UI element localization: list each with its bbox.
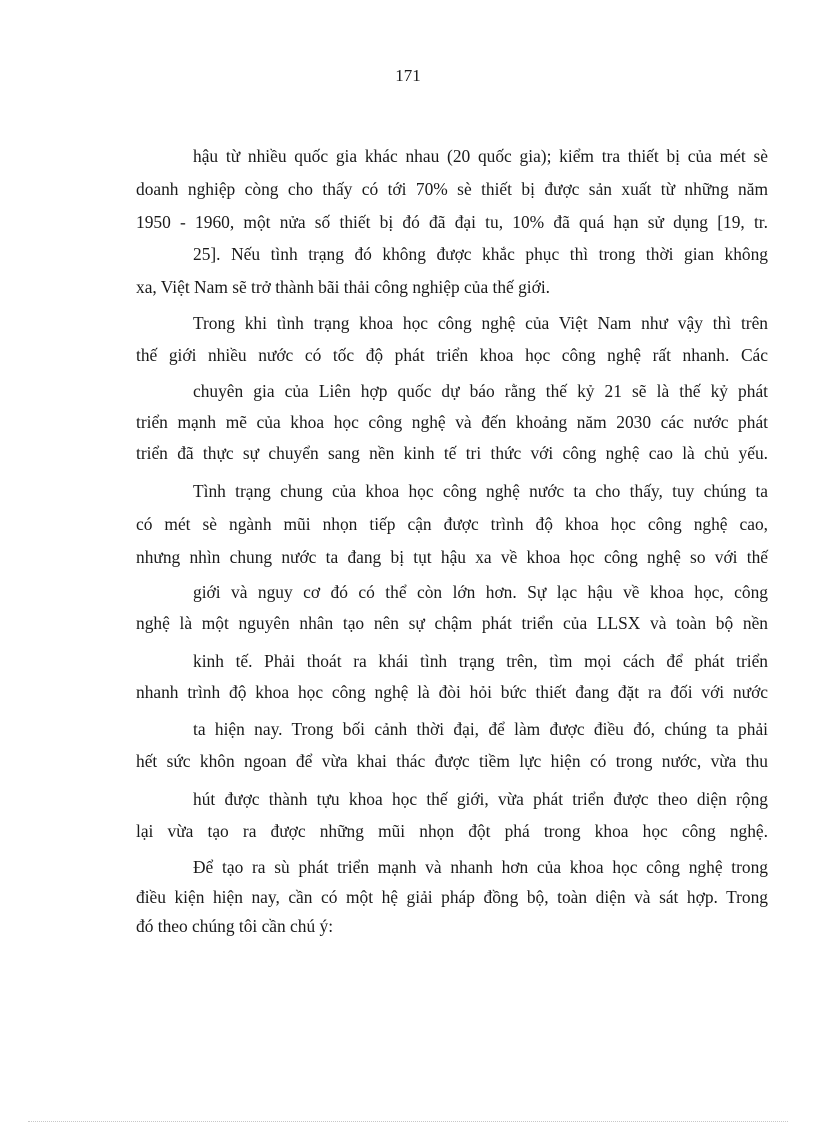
- text-line: lại vừa tạo ra được những mũi nhọn đột phá trong khoa học công nghệ.: [136, 821, 768, 841]
- page-bottom-divider: [28, 1121, 788, 1122]
- text-line: có mét sè ngành mũi nhọn tiếp cận được trình độ khoa học công nghệ cao,: [136, 514, 768, 534]
- text-line: thế giới nhiều nước có tốc độ phát triển khoa học công nghệ rất nhanh. Các: [136, 345, 768, 365]
- text-line: hút được thành tựu khoa học thế giới, vừa phát triển được theo diện rộng: [193, 789, 768, 809]
- text-line: xa, Việt Nam sẽ trở thành bãi thải công nghiệp của thế giới.: [136, 277, 551, 297]
- text-line: hậu từ nhiều quốc gia khác nhau (20 quốc gia); kiểm tra thiết bị của mét sè: [193, 146, 768, 166]
- text-line: ta hiện nay. Trong bối cảnh thời đại, để làm được điều đó, chúng ta phải: [193, 719, 768, 739]
- text-line: nhanh trình độ khoa học công nghệ là đòi hỏi bức thiết đang đặt ra đối với nước: [136, 682, 768, 702]
- text-line: chuyên gia của Liên hợp quốc dự báo rằng thế kỷ 21 sẽ là thế kỷ phát: [193, 381, 768, 401]
- text-line: 25]. Nếu tình trạng đó không được khắc phục thì trong thời gian không: [193, 244, 768, 264]
- text-line: nhưng nhìn chung nước ta đang bị tụt hậu xa về khoa học công nghệ so với thế: [136, 547, 768, 567]
- text-line: 1950 - 1960, một nửa số thiết bị đó đã đại tu, 10% đã quá hạn sử dụng [19, tr.: [136, 212, 768, 232]
- text-line: hết sức khôn ngoan để vừa khai thác được tiềm lực hiện có trong nước, vừa thu: [136, 751, 768, 771]
- text-line: đó theo chúng tôi cần chú ý:: [136, 916, 334, 936]
- page-number: 171: [395, 66, 421, 85]
- text-line: kinh tế. Phải thoát ra khái tình trạng trên, tìm mọi cách để phát triển: [193, 651, 768, 671]
- text-line: giới và nguy cơ đó có thể còn lớn hơn. Sự lạc hậu về khoa học, công: [193, 582, 768, 602]
- text-line: nghệ là một nguyên nhân tạo nên sự chậm phát triển của LLSX và toàn bộ nền: [136, 613, 768, 633]
- text-line: triển mạnh mẽ của khoa học công nghệ và đến khoảng năm 2030 các nước phát: [136, 412, 768, 432]
- text-line: triển đã thực sự chuyển sang nền kinh tế tri thức với công nghệ cao là chủ yếu.: [136, 443, 768, 463]
- text-line: Tình trạng chung của khoa học công nghệ nước ta cho thấy, tuy chúng ta: [193, 481, 768, 501]
- text-line: Để tạo ra sù phát triển mạnh và nhanh hơn của khoa học công nghệ trong: [193, 857, 768, 877]
- text-line: Trong khi tình trạng khoa học công nghệ của Việt Nam như vậy thì trên: [193, 313, 768, 333]
- text-line: điều kiện hiện nay, cần có một hệ giải pháp đồng bộ, toàn diện và sát hợp. Trong: [136, 887, 768, 907]
- text-line: doanh nghiệp còng cho thấy có tới 70% sè thiết bị được sản xuất từ những năm: [136, 179, 768, 199]
